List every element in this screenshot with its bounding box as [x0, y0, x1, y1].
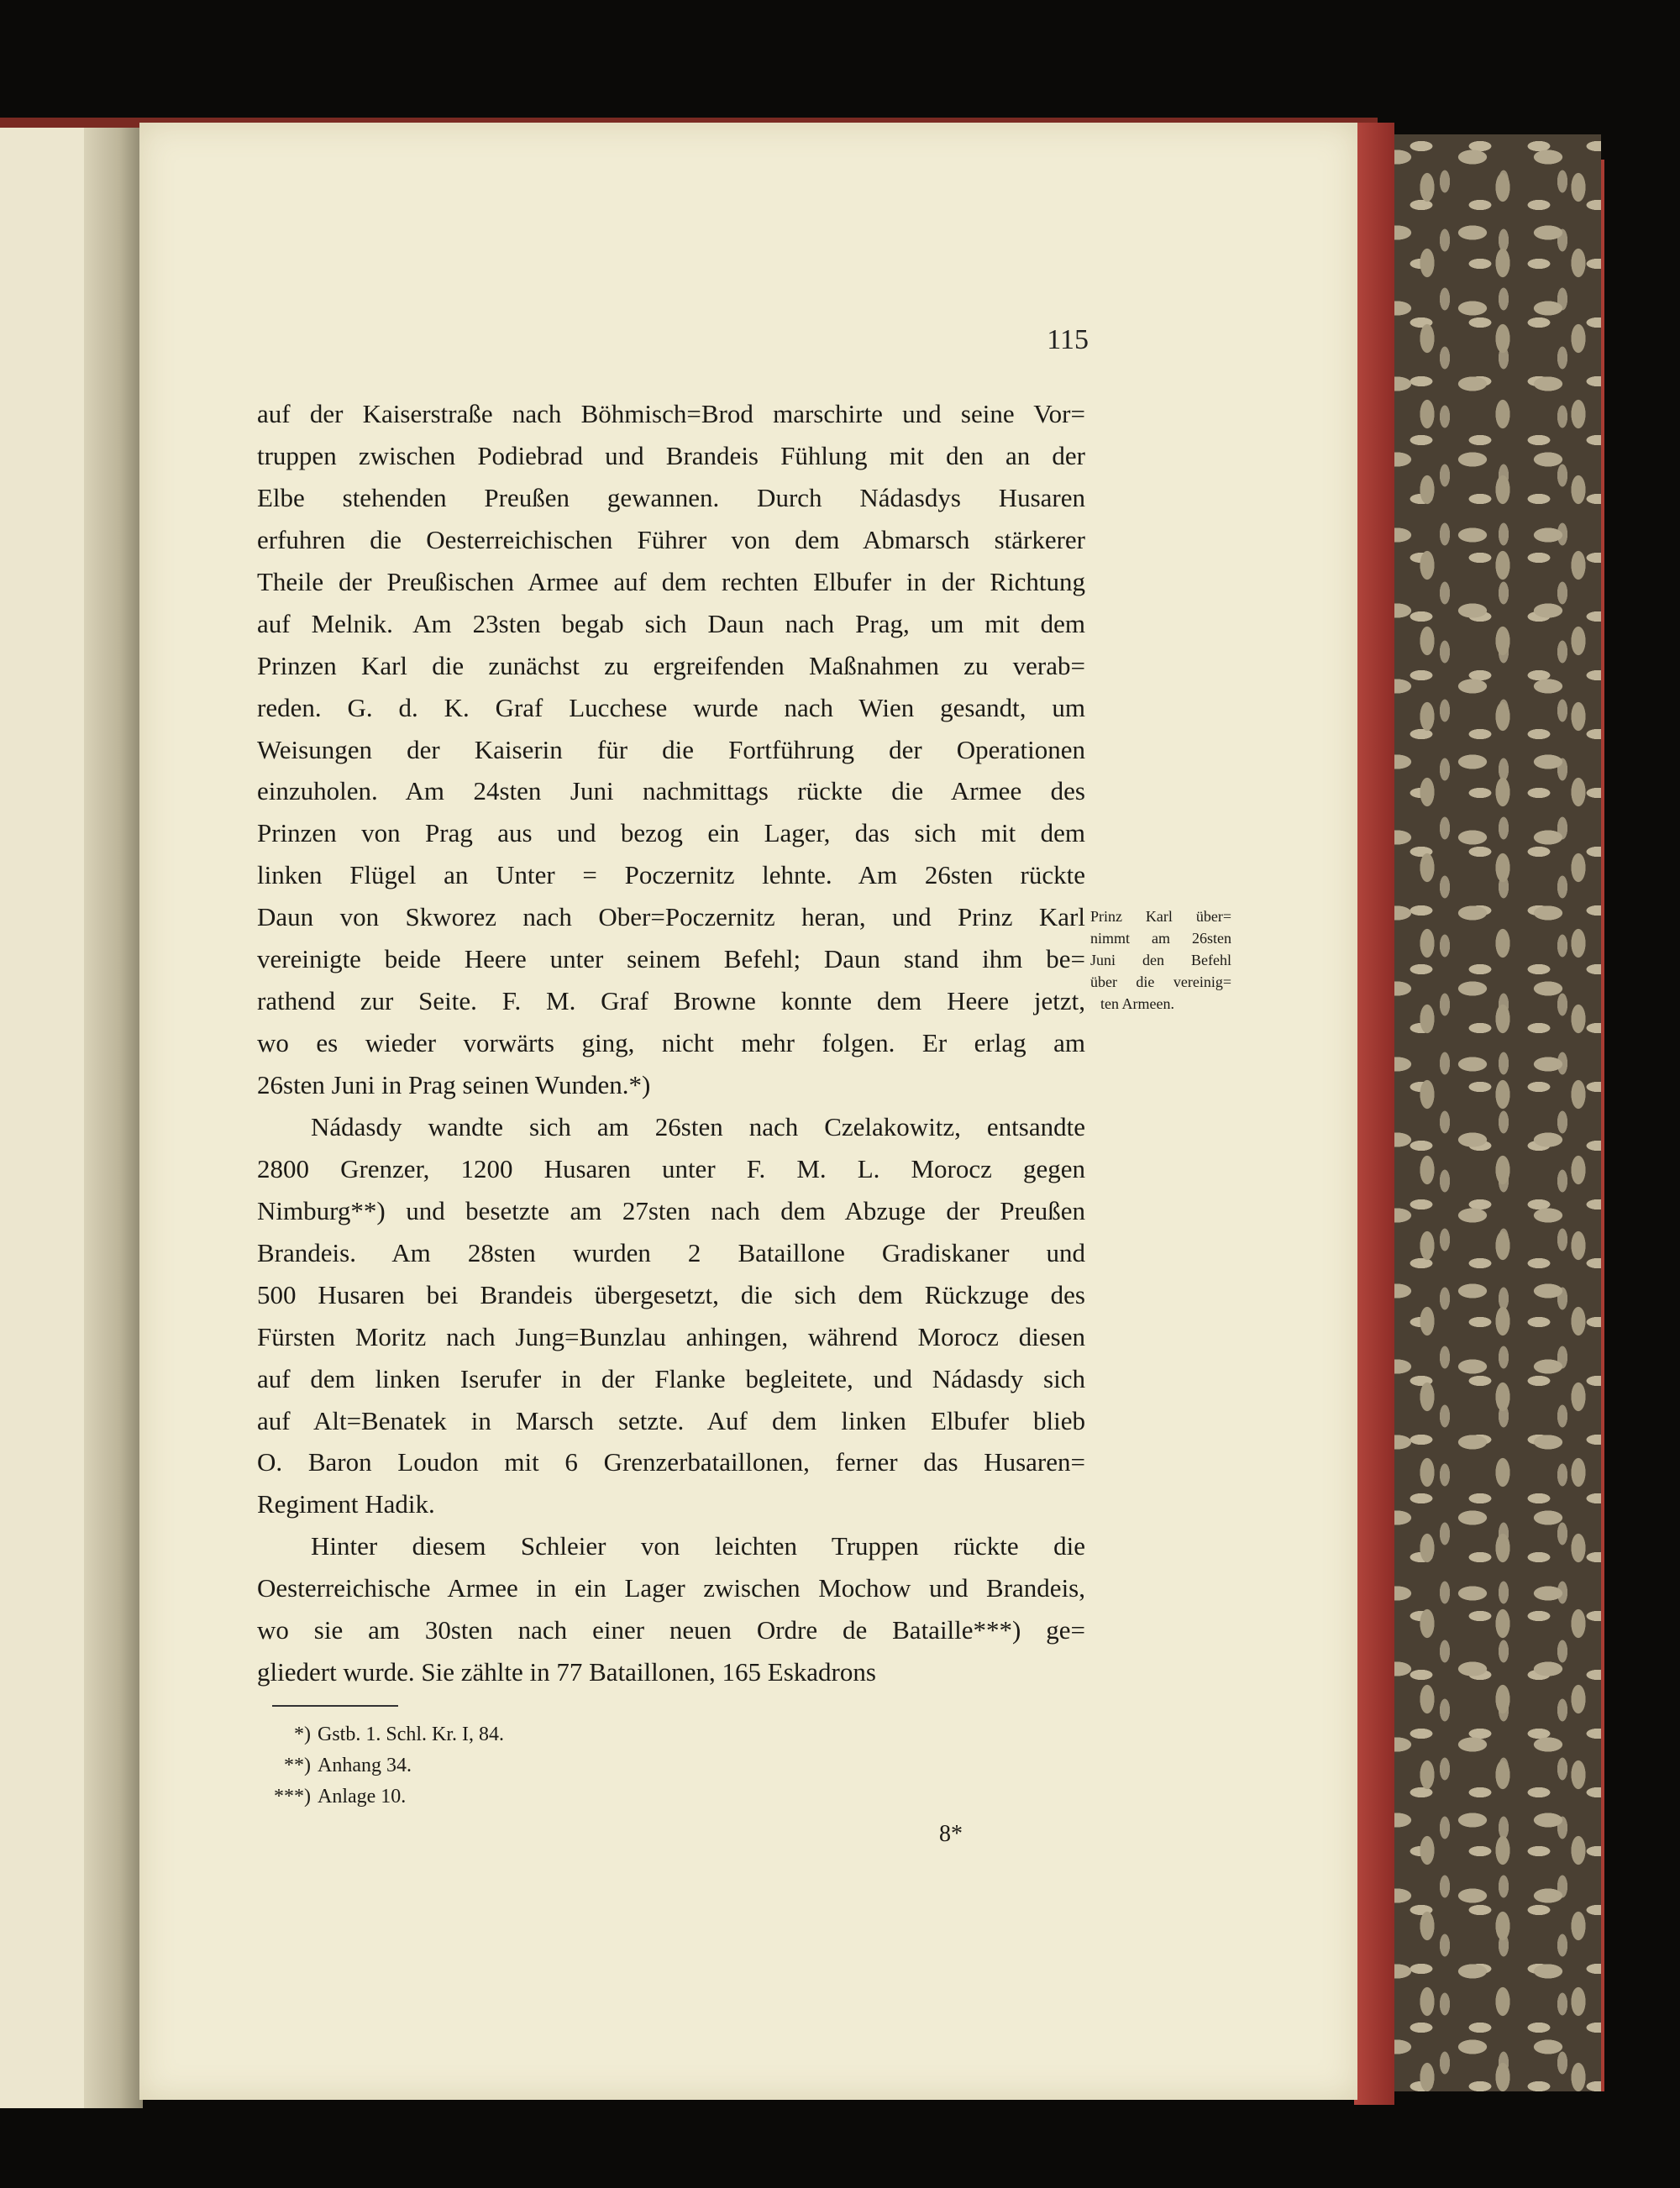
- text-line: Weisungen der Kaiserin für die Fortführung der Operationen: [257, 734, 1085, 764]
- margin-note-line: Juni den Befehl: [1090, 952, 1231, 968]
- footnote-text: Anhang 34.: [318, 1755, 412, 1776]
- text-line: Brandeis. Am 28sten wurden 2 Bataillone Gradiskaner und: [257, 1237, 1085, 1267]
- footnote-mark: **): [284, 1755, 311, 1776]
- text-line: Elbe stehenden Preußen gewannen. Durch Nádasdys Husaren: [257, 482, 1085, 512]
- text-line: Prinzen von Prag aus und bezog ein Lager, das sich mit dem: [257, 818, 1085, 848]
- text-line: 500 Husaren bei Brandeis übergesetzt, die sich dem Rückzuge des: [257, 1279, 1085, 1309]
- text-line: Regiment Hadik.: [257, 1489, 435, 1519]
- text-line: Daun von Skworez nach Ober=Poczernitz heran, und Prinz Karl: [257, 902, 1085, 932]
- text-line: O. Baron Loudon mit 6 Grenzerbataillonen, ferner das Husaren=: [257, 1447, 1085, 1477]
- footnote-rule: [272, 1705, 398, 1707]
- text-line: einzuholen. Am 24sten Juni nachmittags rückte die Armee des: [257, 776, 1085, 806]
- marbled-endpaper: [1374, 134, 1601, 2091]
- text-line: auf Alt=Benatek in Marsch setzte. Auf dem linken Elbufer blieb: [257, 1405, 1085, 1435]
- margin-note-line: über die vereinig=: [1090, 973, 1231, 990]
- footnote: [252, 1724, 756, 1746]
- text-line: auf der Kaiserstraße nach Böhmisch=Brod marschirte und seine Vor=: [257, 399, 1085, 428]
- margin-note-line: nimmt am 26sten: [1090, 930, 1231, 947]
- text-line: Nimburg**) und besetzte am 27sten nach dem Abzuge der Preußen: [257, 1195, 1085, 1225]
- footnote-text: Anlage 10.: [318, 1786, 407, 1808]
- text-line: rathend zur Seite. F. M. Graf Browne konnte dem Heere jetzt,: [257, 986, 1085, 1016]
- text-line: auf Melnik. Am 23sten begab sich Daun nach Prag, um mit dem: [257, 608, 1085, 638]
- footnote-mark: *): [294, 1724, 311, 1745]
- red-page-edge: [1354, 123, 1394, 2105]
- signature-mark: 8*: [939, 1821, 963, 1847]
- text-line: Prinzen Karl die zunächst zu ergreifenden Maßnahmen zu verab=: [257, 650, 1085, 680]
- book-gutter: [84, 126, 143, 2108]
- text-line: 2800 Grenzer, 1200 Husaren unter F. M. L. Morocz gegen: [257, 1153, 1085, 1183]
- margin-note-line: ten Armeen.: [1100, 995, 1174, 1012]
- left-page-edge: [0, 126, 84, 2108]
- text-line: auf dem linken Iserufer in der Flanke begleitete, und Nádasdy sich: [257, 1363, 1085, 1393]
- text-line: Theile der Preußischen Armee auf dem rechten Elbufer in der Richtung: [257, 566, 1085, 596]
- text-line: reden. G. d. K. Graf Lucchese wurde nach Wien gesandt, um: [257, 692, 1085, 722]
- footnote-text: Gstb. 1. Schl. Kr. I, 84.: [318, 1724, 504, 1745]
- margin-note-line: Prinz Karl über=: [1090, 908, 1231, 925]
- margin-note: [1090, 905, 1231, 1015]
- text-line: erfuhren die Oesterreichischen Führer von dem Abmarsch stärkerer: [257, 524, 1085, 554]
- footnote: [252, 1755, 756, 1777]
- text-line: wo es wieder vorwärts ging, nicht mehr folgen. Er erlag am: [257, 1028, 1085, 1058]
- text-line: Nádasdy wandte sich am 26sten nach Czelakowitz, entsandte: [311, 1111, 1085, 1141]
- text-line: linken Flügel an Unter = Poczernitz lehnte. Am 26sten rückte: [257, 860, 1085, 890]
- text-line: vereinigte beide Heere unter seinem Befehl; Daun stand ihm be=: [257, 944, 1085, 974]
- text-line: Hinter diesem Schleier von leichten Truppen rückte die: [311, 1531, 1085, 1561]
- text-line: truppen zwischen Podiebrad und Brandeis Fühlung mit den an der: [257, 440, 1085, 470]
- page-number: 115: [1047, 324, 1089, 355]
- text-line: Fürsten Moritz nach Jung=Bunzlau anhingen, während Morocz diesen: [257, 1321, 1085, 1351]
- text-line: 26sten Juni in Prag seinen Wunden.*): [257, 1070, 651, 1099]
- footnote: [252, 1786, 756, 1808]
- body-text: [257, 393, 1085, 1693]
- footnote-mark: ***): [274, 1786, 311, 1808]
- text-line: gliedert wurde. Sie zählte in 77 Bataillonen, 165 Eskadrons: [257, 1657, 876, 1687]
- text-line: wo sie am 30sten nach einer neuen Ordre de Bataille***) ge=: [257, 1615, 1085, 1645]
- text-line: Oesterreichische Armee in ein Lager zwischen Mochow und Brandeis,: [257, 1573, 1085, 1603]
